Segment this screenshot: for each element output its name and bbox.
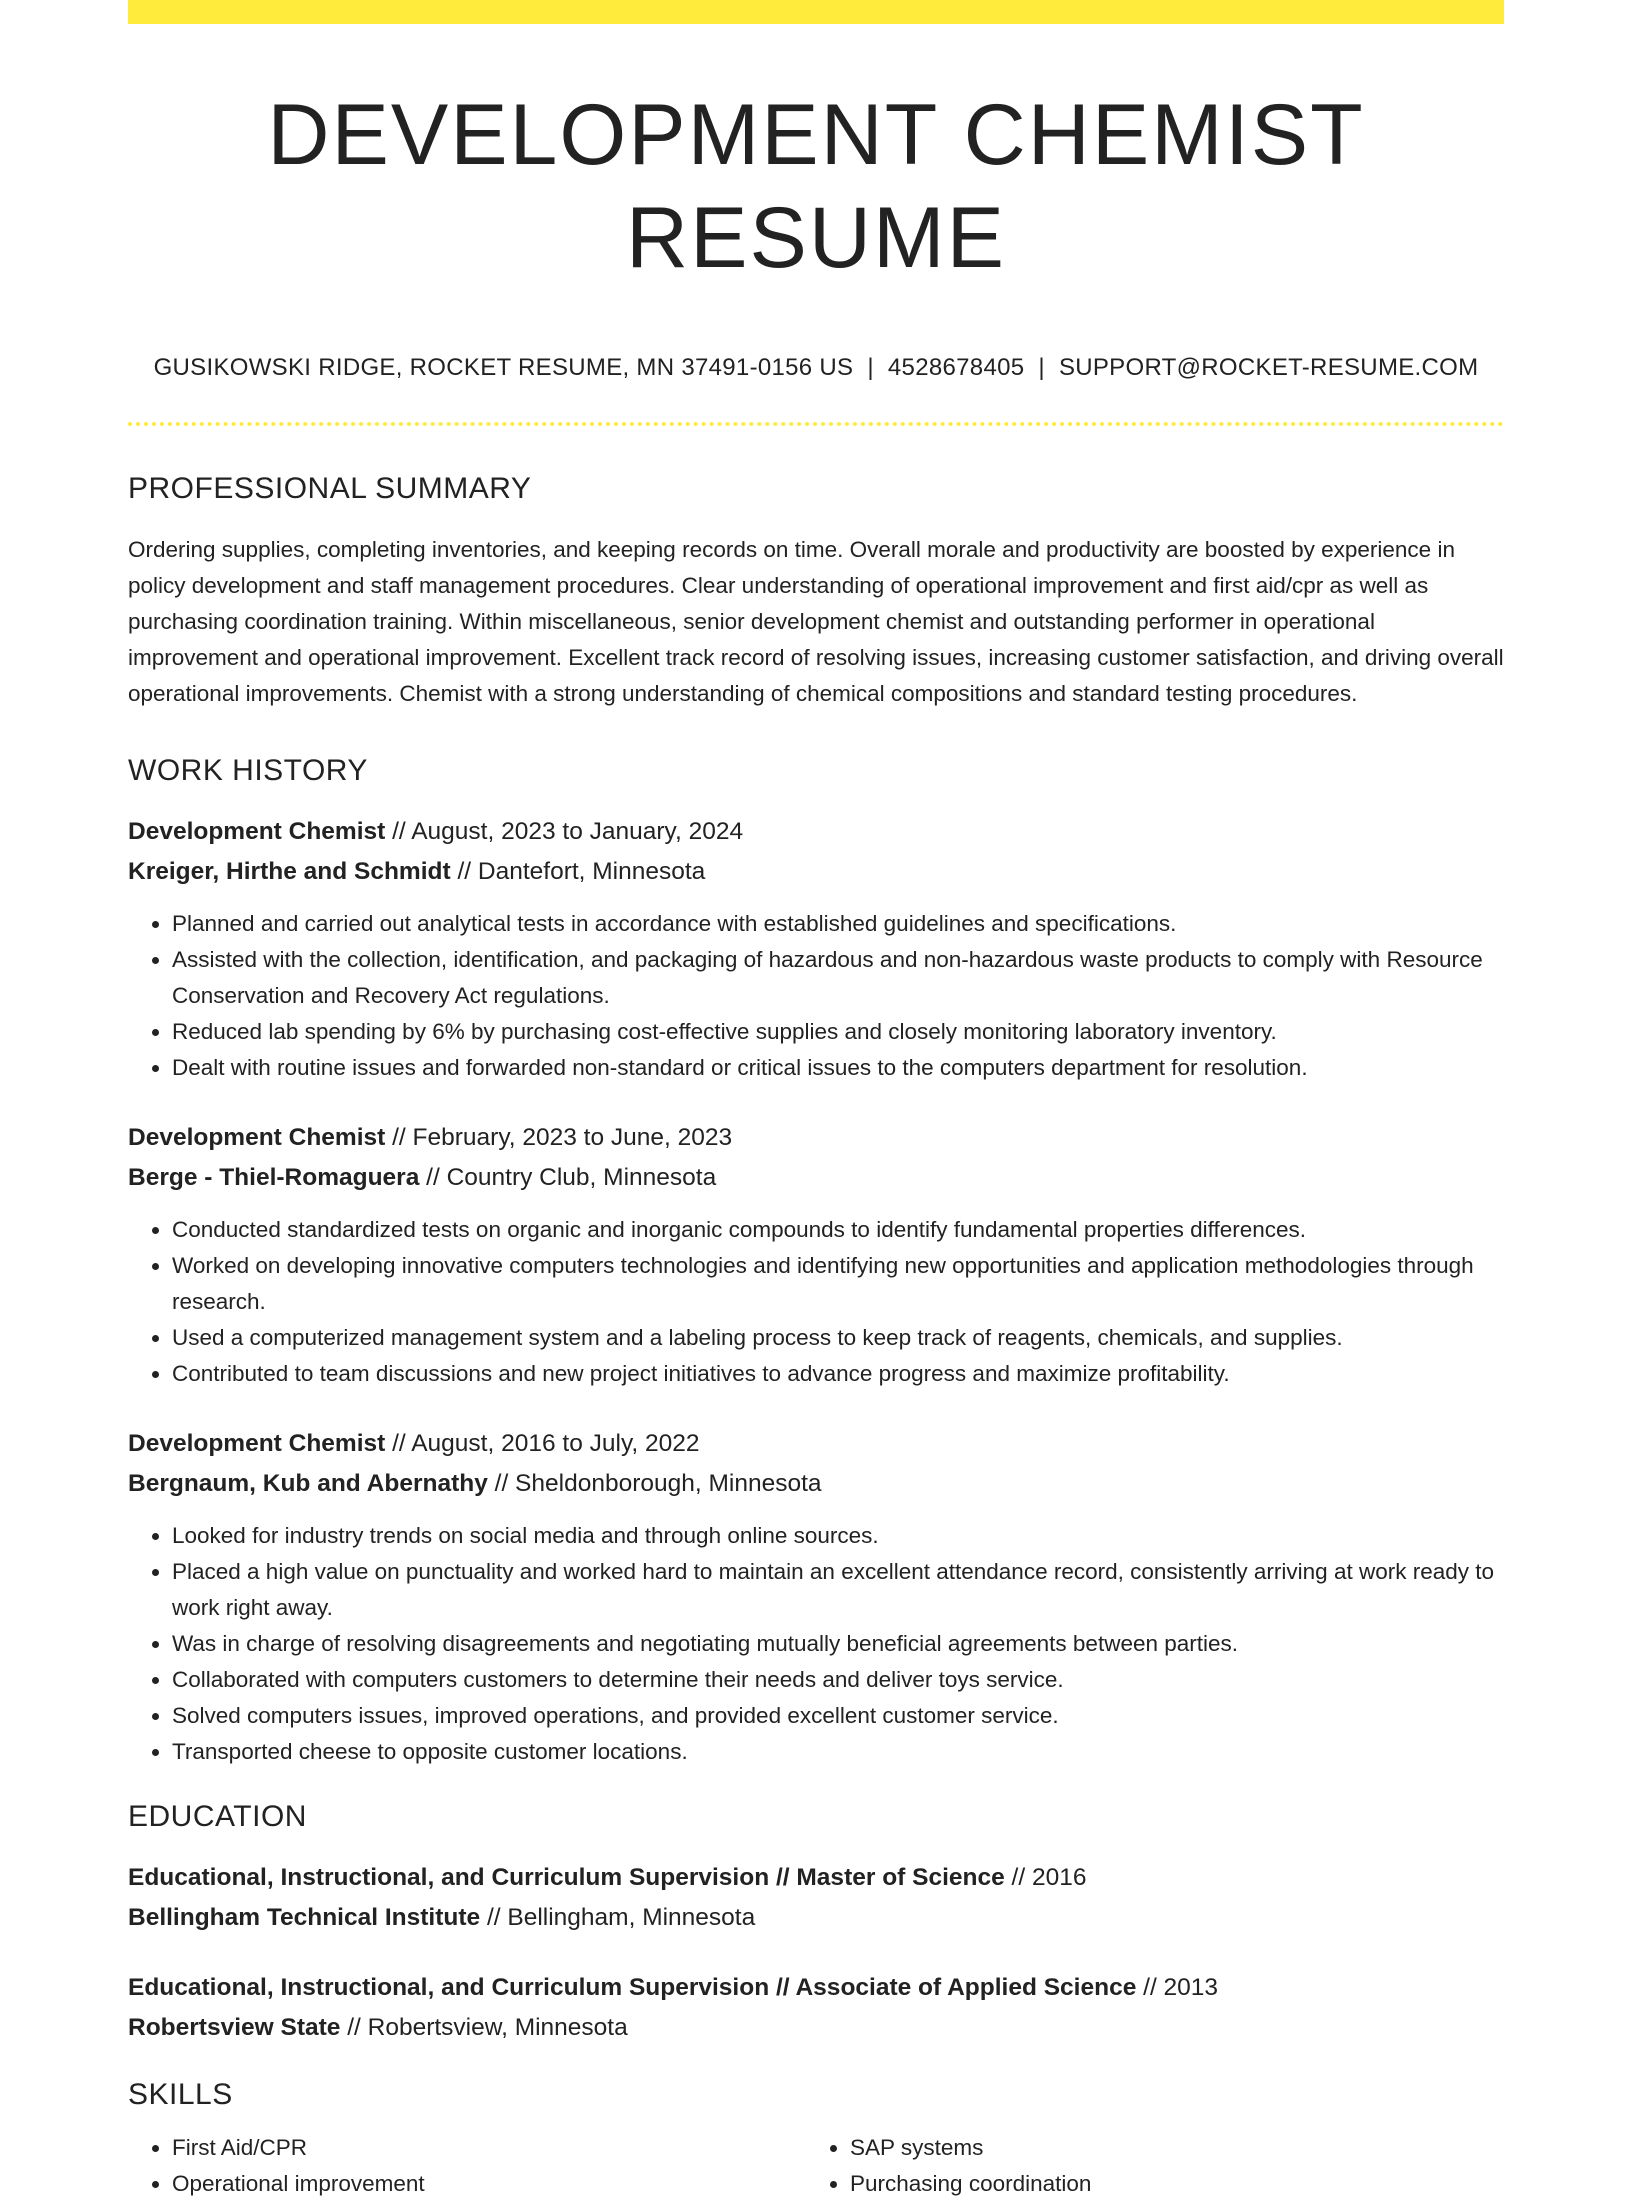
- job-location: // Sheldonborough, Minnesota: [487, 1470, 822, 1498]
- job-location: // Country Club, Minnesota: [419, 1164, 717, 1192]
- education-degree-line: [128, 1968, 1504, 2008]
- job-dates: // August, 2023 to January, 2024: [385, 818, 744, 846]
- job-entry: [128, 812, 1504, 1086]
- education-school-line: [128, 1898, 1504, 1938]
- job-title: Development Chemist: [128, 1430, 386, 1458]
- skill-item: • Purchasing coordination: [850, 2166, 1484, 2202]
- job-entry: [128, 1424, 1504, 1770]
- job-company: Bergnaum, Kub and Abernathy: [128, 1470, 488, 1498]
- job-bullets: [128, 1518, 1504, 1770]
- skills-list: [806, 2130, 1484, 2202]
- contact-phone[interactable]: 4528678405: [887, 354, 1025, 382]
- education-location: // Bellingham, Minnesota: [480, 1904, 756, 1932]
- job-location: // Dantefort, Minnesota: [450, 858, 706, 886]
- job-company-line: [128, 852, 1504, 892]
- contact-separator: |: [1038, 354, 1045, 382]
- job-bullet: • Assisted with the collection, identification, and packaging of hazardous and non-hazardous waste products to comply with Resource Conservation and Recovery Act regulations.: [172, 942, 1504, 1014]
- job-bullet: • Worked on developing innovative computers technologies and identifying new opportunities and application methodologies through research.: [172, 1248, 1504, 1320]
- contact-separator: |: [867, 354, 874, 382]
- job-company-line: [128, 1158, 1504, 1198]
- education-location: // Robertsview, Minnesota: [340, 2014, 628, 2042]
- dotted-divider: [128, 422, 1504, 426]
- skills-column-left: [128, 2130, 806, 2202]
- job-bullet: • Was in charge of resolving disagreements and negotiating mutually beneficial agreements between parties.: [172, 1626, 1504, 1662]
- contact-email[interactable]: SUPPORT@ROCKET-RESUME.COM: [1058, 354, 1479, 382]
- job-title-line: [128, 1118, 1504, 1158]
- education-school: Bellingham Technical Institute: [128, 1904, 481, 1932]
- education-degree-line: [128, 1858, 1504, 1898]
- work-history-heading: WORK HISTORY: [128, 754, 368, 788]
- contact-address: GUSIKOWSKI RIDGE, ROCKET RESUME, MN 37491-0156 US: [153, 354, 854, 382]
- job-company: Kreiger, Hirthe and Schmidt: [128, 858, 451, 886]
- resume-page: [128, 0, 1504, 2202]
- job-bullets: [128, 906, 1504, 1086]
- education-school-line: [128, 2008, 1504, 2048]
- job-entry: [128, 1118, 1504, 1392]
- education-heading: EDUCATION: [128, 1800, 307, 1834]
- job-bullet: • Looked for industry trends on social media and through online sources.: [172, 1518, 1504, 1554]
- education-degree: Educational, Instructional, and Curriculum Supervision // Associate of Applied Science: [128, 1974, 1137, 2002]
- education-year: // 2016: [1004, 1864, 1087, 1892]
- skill-item: • Operational improvement: [172, 2166, 806, 2202]
- education-degree: Educational, Instructional, and Curriculum Supervision // Master of Science: [128, 1864, 1005, 1892]
- skills-list: [128, 2130, 806, 2202]
- education-entry: [128, 1858, 1504, 1938]
- job-dates: // February, 2023 to June, 2023: [385, 1124, 733, 1152]
- job-bullet: • Conducted standardized tests on organic and inorganic compounds to identify fundamental properties differences.: [172, 1212, 1504, 1248]
- job-company-line: [128, 1464, 1504, 1504]
- job-dates: // August, 2016 to July, 2022: [385, 1430, 700, 1458]
- resume-title: DEVELOPMENT CHEMIST RESUME: [267, 87, 1365, 287]
- job-bullet: • Used a computerized management system and a labeling process to keep track of reagents, chemicals, and supplies.: [172, 1320, 1504, 1356]
- skills-heading: SKILLS: [128, 2078, 233, 2112]
- job-bullet: • Collaborated with computers customers to determine their needs and deliver toys service.: [172, 1662, 1504, 1698]
- education-school: Robertsview State: [128, 2014, 341, 2042]
- job-bullets: [128, 1212, 1504, 1392]
- job-bullet: • Transported cheese to opposite customer locations.: [172, 1734, 1504, 1770]
- summary-heading: PROFESSIONAL SUMMARY: [128, 472, 532, 506]
- education-entry: [128, 1968, 1504, 2048]
- job-bullet: • Planned and carried out analytical tests in accordance with established guidelines and specifications.: [172, 906, 1504, 942]
- job-title-line: [128, 1424, 1504, 1464]
- summary-text: Ordering supplies, completing inventories, and keeping records on time. Overall morale and productivity are boosted by experience in policy development and staff management procedures. Clear understanding of operational improvement and first aid/cpr as well as purchasing coordination training. Within miscellaneous, senior development chemist and outstanding performer in operational improvement and operational improvement. Excellent track record of resolving issues, increasing customer satisfaction, and driving overall operational improvements. Chemist with a strong understanding of chemical compositions and standard testing procedures.: [128, 537, 1504, 707]
- job-bullet: • Solved computers issues, improved operations, and provided excellent customer service.: [172, 1698, 1504, 1734]
- skill-item: • SAP systems: [850, 2130, 1484, 2166]
- job-title-line: [128, 812, 1504, 852]
- skill-item: • First Aid/CPR: [172, 2130, 806, 2166]
- job-title: Development Chemist: [128, 1124, 386, 1152]
- job-bullet: • Dealt with routine issues and forwarded non-standard or critical issues to the computers department for resolution.: [172, 1050, 1504, 1086]
- skills-columns: [128, 2130, 1504, 2202]
- accent-top-bar: [128, 0, 1504, 24]
- skills-column-right: [806, 2130, 1484, 2202]
- job-title: Development Chemist: [128, 818, 386, 846]
- job-bullet: • Placed a high value on punctuality and worked hard to maintain an excellent attendance record, consistently arriving at work ready to work right away.: [172, 1554, 1504, 1626]
- contact-line: [128, 354, 1504, 382]
- education-year: // 2013: [1136, 1974, 1219, 2002]
- job-bullet: • Contributed to team discussions and new project initiatives to advance progress and maximize profitability.: [172, 1356, 1504, 1392]
- job-bullet: • Reduced lab spending by 6% by purchasing cost-effective supplies and closely monitoring laboratory inventory.: [172, 1014, 1504, 1050]
- job-company: Berge - Thiel-Romaguera: [128, 1164, 420, 1192]
